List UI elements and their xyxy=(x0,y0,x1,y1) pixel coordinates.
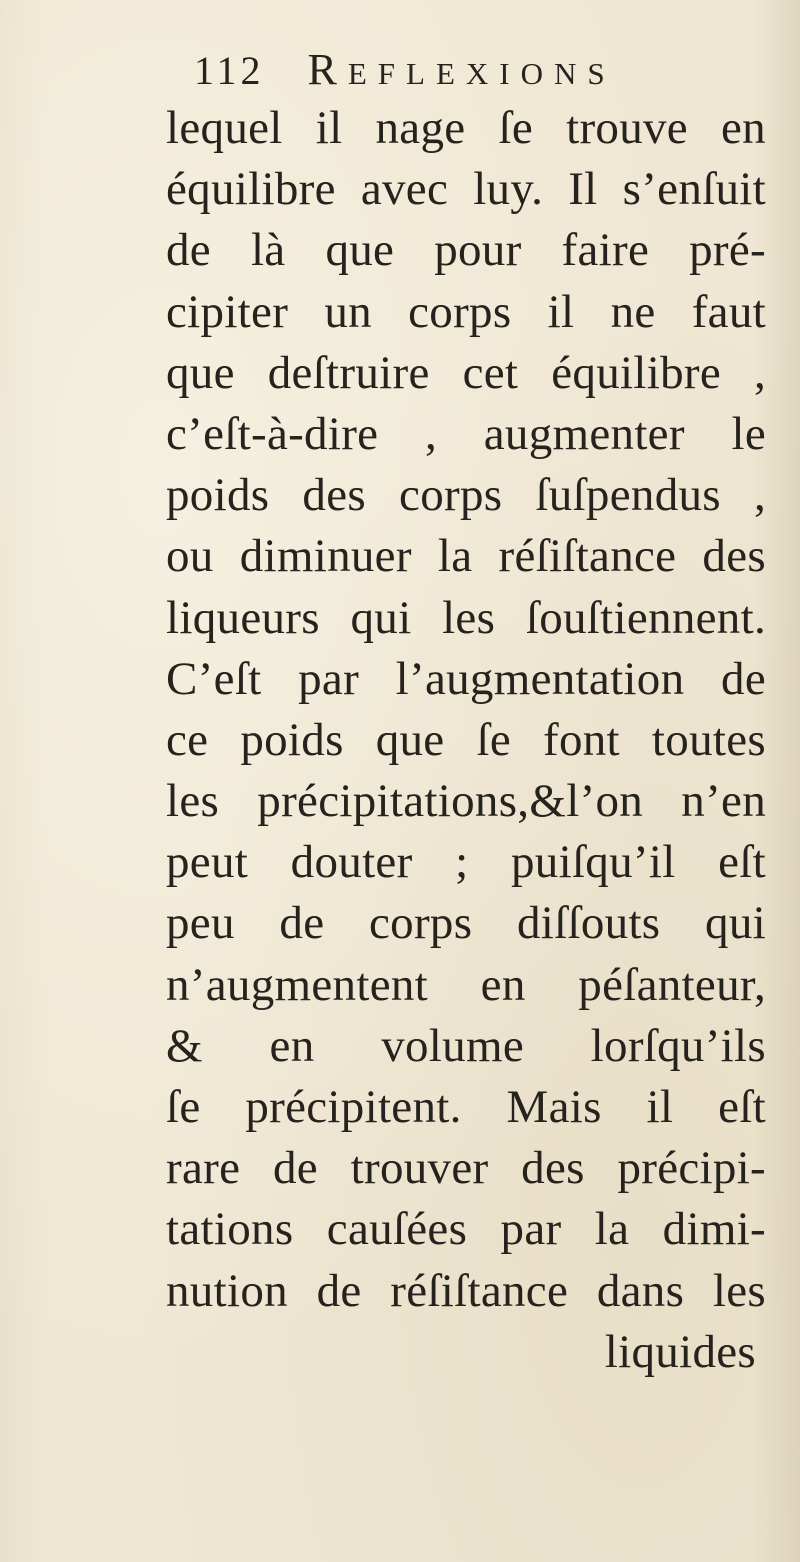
text-line: ſe précipitent. Mais il eſt xyxy=(166,1081,766,1133)
text-line: C’eſt par l’augmentation de xyxy=(166,652,766,705)
text-line: rare de trouver des précipi- xyxy=(166,1142,766,1195)
running-head xyxy=(194,40,754,100)
text-line: équilibre avec luy. Il s’enſuit xyxy=(166,163,766,216)
text-line: cipiter un corps il ne faut xyxy=(166,285,766,338)
text-line: les précipitations,&l’on n’en xyxy=(166,775,766,828)
text-line: liqueurs qui les ſouſtiennent. xyxy=(166,591,766,644)
text-line: de là que pour faire pré- xyxy=(166,224,766,277)
text-line: lequel il nage ſe trouve en xyxy=(166,102,766,154)
text-line: ce poids que ſe font toutes xyxy=(166,713,766,766)
text-line: ou diminuer la réſiſtance des xyxy=(166,530,766,583)
text-line: n’augmentent en péſanteur, xyxy=(166,958,766,1011)
running-title: Reflexions xyxy=(307,45,616,94)
text-line: peu de corps diſſouts qui xyxy=(166,897,766,950)
text-line: & en volume lorſqu’ils xyxy=(166,1019,766,1072)
body-text xyxy=(166,98,766,1383)
text-line: poids des corps ſuſpendus , xyxy=(166,469,766,522)
text-line: peut douter ; puiſqu’il eſt xyxy=(166,836,766,889)
catchword: liquides xyxy=(604,1325,756,1378)
page-number: 112 xyxy=(194,48,265,93)
text-line: que deſtruire cet équilibre , xyxy=(166,346,766,399)
text-line: tations cauſées par la dimi- xyxy=(166,1203,766,1256)
text-line: nution de réſiſtance dans les xyxy=(166,1264,766,1317)
text-line: c’eſt-à-dire , augmenter le xyxy=(166,407,766,460)
